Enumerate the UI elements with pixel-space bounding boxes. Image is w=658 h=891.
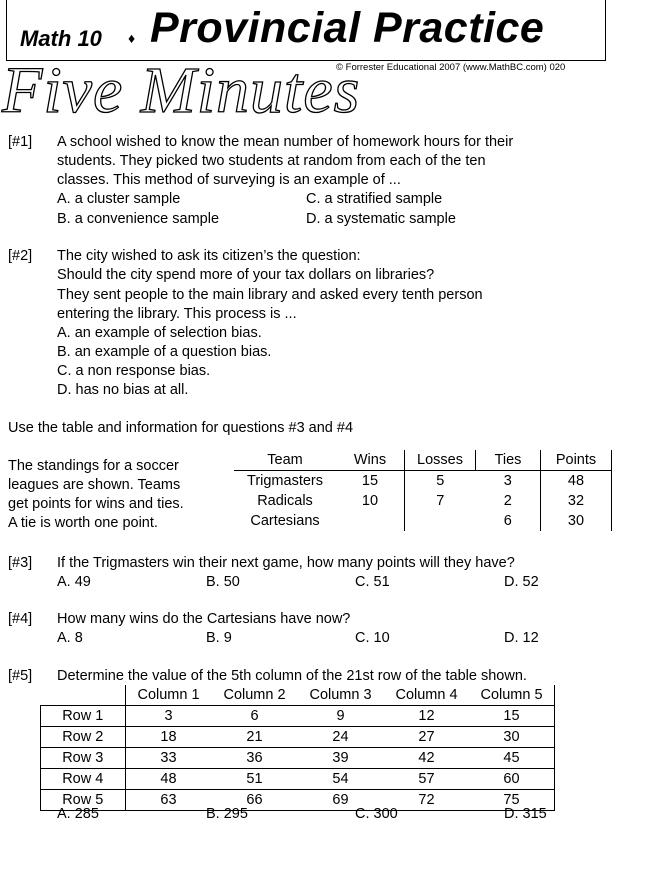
header-column-4: Column 4 — [395, 687, 458, 703]
table-cell: 9 — [298, 706, 384, 727]
question-1-option-b: B. a convenience sample — [57, 211, 220, 227]
table-cell: 33 — [125, 748, 212, 769]
table-cell: 69 — [298, 790, 384, 811]
table-row — [41, 769, 555, 790]
question-4-option-c: C. 10 — [355, 630, 390, 646]
header-corner — [41, 685, 126, 706]
question-4-option-d: D. 12 — [504, 630, 539, 646]
question-2-option-d: D. has no bias at all. — [57, 382, 189, 398]
header-points: Points — [541, 450, 612, 471]
ties-cell: 2 — [503, 493, 512, 509]
five-minutes-banner: Five Minutes — [2, 54, 361, 127]
question-5-option-c: C. 300 — [355, 806, 398, 822]
diamond-icon: ♦ — [128, 30, 136, 46]
table-cell: 72 — [384, 790, 470, 811]
table-instructions: Use the table and information for questions #3 and #4 — [8, 420, 354, 436]
question-1-line-2: students. They picked two students at random from each of the ten — [57, 153, 486, 169]
question-2-line-4: entering the library. This process is ... — [57, 306, 297, 322]
question-5-option-b: B. 295 — [206, 806, 248, 822]
question-3-option-d: D. 52 — [504, 574, 539, 590]
table-row — [41, 727, 555, 748]
question-4-option-b: B. 9 — [206, 630, 232, 646]
question-1-line-3: classes. This method of surveying is an example of ... — [57, 172, 401, 188]
table-header-row — [234, 450, 612, 471]
question-3-option-b: B. 50 — [206, 574, 240, 590]
question-1-option-a: A. a cluster sample — [57, 191, 181, 207]
header-column-3: Column 3 — [309, 687, 372, 703]
copyright-note: © Forrester Educational 2007 (www.MathBC.com) 020 — [336, 62, 566, 73]
points-cell: 30 — [541, 511, 612, 531]
team-cell: Radicals — [257, 493, 313, 509]
table-cell: 51 — [212, 769, 298, 790]
header-losses: Losses — [405, 450, 476, 471]
question-3-number: [#3] — [8, 555, 33, 571]
table-row — [234, 491, 612, 511]
table-cell: 36 — [212, 748, 298, 769]
table-cell: 57 — [384, 769, 470, 790]
wins-cell: 15 — [361, 473, 379, 489]
team-cell: Cartesians — [250, 513, 320, 529]
table-cell: 27 — [384, 727, 470, 748]
header-ties: Ties — [476, 450, 541, 471]
table-cell: 42 — [384, 748, 470, 769]
soccer-description-line-3: get points for wins and ties. — [8, 496, 184, 512]
course-label: Math 10 — [20, 26, 102, 51]
table-cell: 15 — [470, 706, 555, 727]
wins-cell: 10 — [361, 493, 379, 509]
header-column-2: Column 2 — [223, 687, 286, 703]
table-cell: 39 — [298, 748, 384, 769]
page-title: Provincial Practice — [150, 4, 545, 52]
table-cell: 30 — [470, 727, 555, 748]
table-cell: 63 — [125, 790, 212, 811]
row-label: Row 3 — [41, 748, 126, 769]
table-header-row — [41, 685, 555, 706]
table-cell: 6 — [212, 706, 298, 727]
table-cell: 18 — [125, 727, 212, 748]
row-label: Row 5 — [41, 790, 126, 811]
pattern-table — [40, 685, 555, 811]
question-5-number: [#5] — [8, 668, 33, 684]
table-cell: 24 — [298, 727, 384, 748]
question-5-option-d: D. 315 — [504, 806, 547, 822]
question-2-option-c: C. a non response bias. — [57, 363, 211, 379]
table-cell: 3 — [125, 706, 212, 727]
table-cell: 12 — [384, 706, 470, 727]
question-3-option-a: A. 49 — [57, 574, 91, 590]
table-row — [234, 471, 612, 492]
question-5-option-a: A. 285 — [57, 806, 99, 822]
question-1-option-d: D. a systematic sample — [306, 211, 456, 227]
soccer-description-line-2: leagues are shown. Teams — [8, 477, 181, 493]
question-1-number: [#1] — [8, 134, 33, 150]
question-3-option-c: C. 51 — [355, 574, 390, 590]
table-cell: 60 — [470, 769, 555, 790]
soccer-standings-table — [234, 450, 612, 531]
question-2-line-1: The city wished to ask its citizen’s the question: — [57, 248, 361, 264]
table-cell: 66 — [212, 790, 298, 811]
points-cell: 32 — [541, 491, 612, 511]
question-2-number: [#2] — [8, 248, 33, 264]
soccer-description-line-1: The standings for a soccer — [8, 458, 179, 474]
question-1-option-c: C. a stratified sample — [306, 191, 443, 207]
header-wins: Wins — [336, 450, 405, 471]
row-label: Row 1 — [41, 706, 126, 727]
question-2-line-3: They sent people to the main library and asked every tenth person — [57, 287, 483, 303]
question-2-line-2: Should the city spend more of your tax dollars on libraries? — [57, 267, 435, 283]
table-cell: 21 — [212, 727, 298, 748]
table-row — [41, 790, 555, 811]
table-cell: 75 — [470, 790, 555, 811]
question-4-text: How many wins do the Cartesians have now? — [57, 611, 351, 627]
question-2-option-b: B. an example of a question bias. — [57, 344, 272, 360]
row-label: Row 4 — [41, 769, 126, 790]
table-row — [234, 511, 612, 531]
table-cell: 48 — [125, 769, 212, 790]
table-row — [41, 706, 555, 727]
table-cell: 45 — [470, 748, 555, 769]
question-4-option-a: A. 8 — [57, 630, 83, 646]
team-cell: Trigmasters — [247, 473, 323, 489]
header-column-1: Column 1 — [125, 685, 212, 706]
table-row — [41, 748, 555, 769]
table-cell: 54 — [298, 769, 384, 790]
question-5-text: Determine the value of the 5th column of the 21st row of the table shown. — [57, 668, 527, 684]
losses-cell — [405, 511, 476, 531]
ties-cell: 3 — [503, 473, 512, 489]
question-1-line-1: A school wished to know the mean number of homework hours for their — [57, 134, 514, 150]
question-2-option-a: A. an example of selection bias. — [57, 325, 262, 341]
ties-cell: 6 — [503, 513, 512, 529]
soccer-description-line-4: A tie is worth one point. — [8, 515, 158, 531]
losses-cell: 7 — [405, 491, 476, 511]
points-cell: 48 — [541, 471, 612, 492]
question-4-number: [#4] — [8, 611, 33, 627]
row-label: Row 2 — [41, 727, 126, 748]
losses-cell: 5 — [405, 471, 476, 492]
header-team: Team — [234, 450, 336, 471]
question-3-text: If the Trigmasters win their next game, how many points will they have? — [57, 555, 515, 571]
wins-cell — [336, 511, 405, 531]
header-column-5: Column 5 — [470, 685, 555, 706]
